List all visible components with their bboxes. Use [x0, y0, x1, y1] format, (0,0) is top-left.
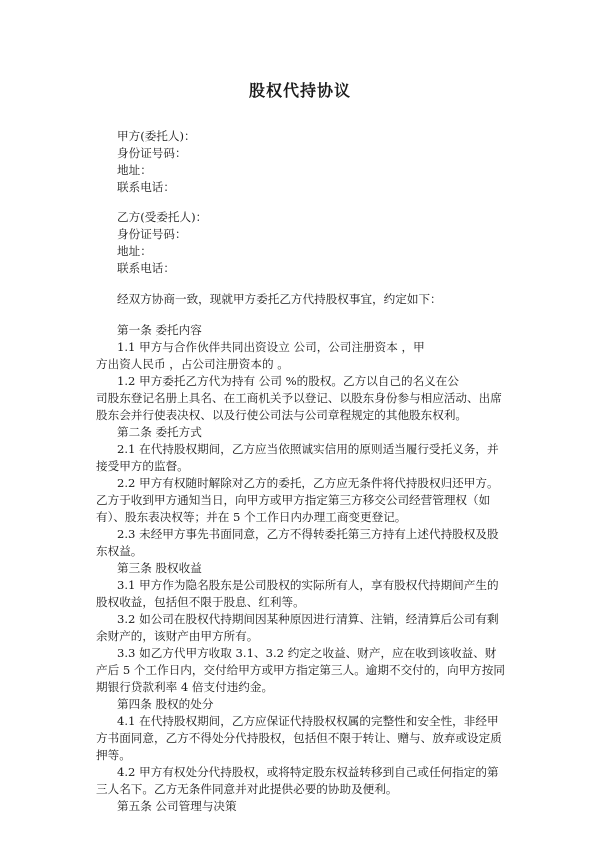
- article-line: 4.1 在代持股权期间，乙方应保证代持股权权属的完整性和安全性，非经甲: [117, 714, 499, 728]
- party-b-phone-label: 联系电话：: [117, 261, 175, 275]
- article-line: 2.2 甲方有权随时解除对乙方的委托，乙方应无条件将代持股权归还甲方。: [117, 476, 499, 490]
- article-line: 2.1 在代持股权期间，乙方应当依照诚实信用的原则适当履行受托义务，并: [117, 442, 499, 456]
- party-b-label: 乙方(受委托人)：: [117, 210, 208, 224]
- article-line: 接受甲方的监督。: [96, 459, 189, 473]
- article-line: 期银行贷款利率 4 倍支付违约金。: [96, 680, 274, 694]
- party-a-id-label: 身份证号码：: [117, 146, 187, 160]
- article-line: 股权收益，包括但不限于股息、红利等。: [96, 595, 305, 609]
- article-line: 余财产的，该财产由甲方所有。: [96, 629, 259, 643]
- article-line: 3.1 甲方作为隐名股东是公司股权的实际所有人，享有股权代持期间产生的: [117, 578, 499, 592]
- article-line: 4.2 甲方有权处分代持股权，或将特定股东权益转移到自己或任何指定的第: [117, 765, 499, 779]
- party-a-phone-label: 联系电话：: [117, 180, 175, 194]
- article-heading: 第二条 委托方式: [117, 425, 202, 439]
- article-line: 司股东登记名册上具名、在工商机关予以登记、以股东身份参与相应活动、出席: [96, 391, 502, 405]
- article-line: 2.3 未经甲方事先书面同意，乙方不得转委托第三方持有上述代持股权及股: [117, 527, 499, 541]
- article-line: 产后 5 个工作日内，交付给甲方或甲方指定第三人。逾期不交付的，向甲方按同: [96, 663, 505, 677]
- article-line: 1.1 甲方与合作伙伴共同出资设立 公司，公司注册资本 ，甲: [117, 340, 425, 354]
- article-line: 三人名下。乙方无条件同意并对此提供必要的协助及便利。: [96, 782, 398, 796]
- party-a-address-label: 地址：: [117, 163, 152, 177]
- party-a-label: 甲方(委托人)：: [117, 129, 196, 143]
- article-line: 方出资人民币 ，占公司注册资本的 。: [96, 357, 289, 371]
- preamble: 经双方协商一致，现就甲方委托乙方代持股权事宜，约定如下：: [117, 292, 442, 306]
- article-heading: 第一条 委托内容: [117, 323, 202, 337]
- article-line: 3.3 如乙方代甲方收取 3.1、3.2 约定之收益、财产，应在收到该收益、财: [117, 646, 497, 660]
- article-line: 东权益。: [96, 544, 143, 558]
- article-line: 3.2 如公司在股权代持期间因某种原因进行清算、注销，经清算后公司有剩: [117, 612, 499, 626]
- article-line: 股东会并行使表决权、以及行使公司法与公司章程规定的其他股东权利。: [96, 408, 468, 422]
- article-line: 有）、股东表决权等；并在 5 个工作日内办理工商变更登记。: [96, 510, 407, 524]
- article-heading: 第三条 股权收益: [117, 561, 202, 575]
- article-line: 方书面同意，乙方不得处分代持股权，包括但不限于转让、赠与、放弃或设定质: [96, 731, 502, 745]
- article-line: 1.2 甲方委托乙方代为持有 公司 %的股权。乙方以自己的名义在公: [117, 374, 459, 388]
- article-line: 押等。: [96, 748, 131, 762]
- article-line: 乙方于收到甲方通知当日，向甲方或甲方指定第三方移交公司经营管理权（如: [96, 493, 491, 507]
- document-title: 股权代持协议: [248, 81, 351, 100]
- party-b-id-label: 身份证号码：: [117, 227, 187, 241]
- article-heading: 第四条 股权的处分: [117, 697, 214, 711]
- party-b-address-label: 地址：: [117, 244, 152, 258]
- article-heading: 第五条 公司管理与决策: [117, 799, 237, 813]
